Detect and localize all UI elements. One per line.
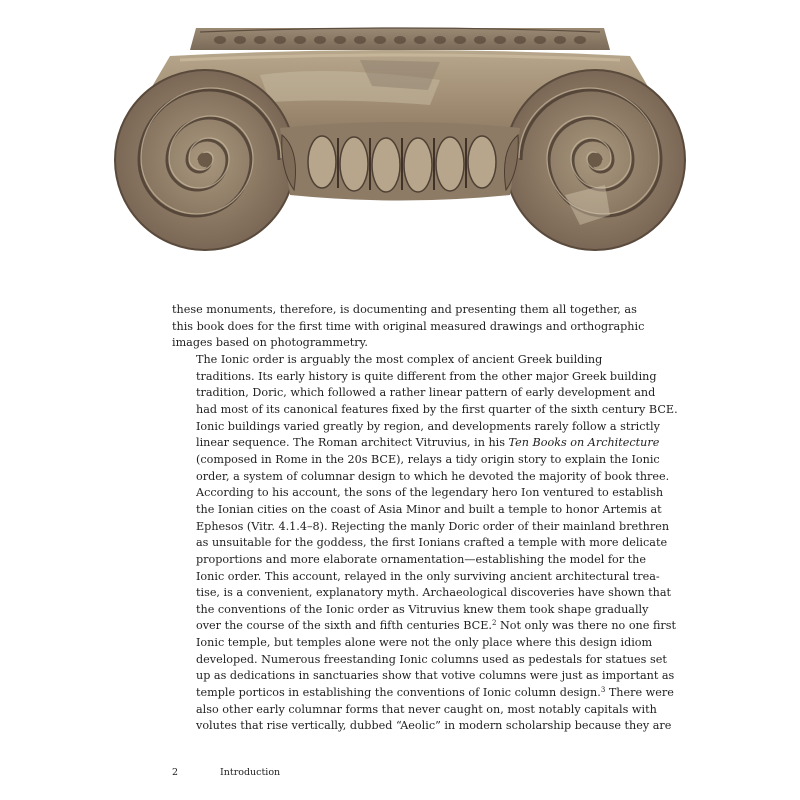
text-line — [172, 552, 647, 569]
text-segment: the conventions of the Ionic order as Vitruvius knew them took shape gradually — [196, 602, 649, 616]
text-line — [172, 668, 675, 685]
body-text — [172, 302, 678, 735]
text-segment: Ephesos (Vitr. 4.1.4–8). Rejecting the manly Doric order of their mainland brethren — [196, 519, 670, 533]
echinus-egg-and-dart — [280, 122, 520, 201]
text-line — [172, 569, 660, 586]
left-volute — [115, 70, 295, 250]
text-segment: up as dedications in sanctuaries show that votive columns were just as important as — [196, 669, 675, 683]
text-segment: proportions and more elaborate ornamentation—establishing the model for the — [196, 552, 647, 566]
text-segment: There were — [605, 686, 674, 700]
paragraph — [172, 352, 678, 735]
abacus-molding — [190, 28, 610, 50]
text-line — [172, 302, 637, 319]
text-segment: tise, is a convenient, explanatory myth. Archaeological discoveries have shown that — [196, 586, 671, 600]
text-segment: these monuments, therefore, is documenting and presenting them all together, as — [172, 303, 637, 316]
text-segment: as unsuitable for the goddess, the first Ionians crafted a temple with more delicate — [196, 536, 668, 550]
text-segment: this book does for the first time with original measured drawings and orthographic — [172, 319, 645, 333]
text-segment: Not only was there no one first — [496, 619, 676, 633]
text-line — [172, 435, 660, 452]
text-line — [172, 535, 668, 552]
text-line — [172, 319, 645, 336]
text-segment: tradition, Doric, which followed a rather linear pattern of early development and — [196, 386, 656, 400]
text-segment: According to his account, the sons of the legendary hero Ion ventured to establish — [196, 486, 664, 500]
text-segment: Ionic order. This account, relayed in the only surviving ancient architectural trea- — [196, 569, 660, 583]
right-volute — [505, 70, 685, 250]
text-segment: The Ionic order is arguably the most complex of ancient Greek building — [196, 352, 603, 366]
text-segment: over the course of the sixth and fifth centuries BCE. — [196, 619, 492, 633]
footnote-ref: 2 — [491, 619, 497, 628]
text-segment: traditions. Its early history is quite different from the other major Greek building — [196, 369, 657, 383]
ionic-capital-image — [110, 20, 690, 255]
text-segment: linear sequence. The Roman architect Vitruvius, in his — [196, 436, 509, 450]
section-title: Introduction — [220, 767, 281, 778]
text-line — [172, 419, 660, 436]
text-segment: order, a system of columnar design to which he devoted the majority of book three. — [196, 469, 670, 483]
text-segment: had most of its canonical features fixed by the first quarter of the sixth century BCE. — [196, 402, 678, 416]
text-line — [172, 369, 657, 386]
text-line — [172, 585, 671, 602]
text-line — [172, 385, 656, 402]
paragraph — [172, 302, 645, 352]
text-segment: the Ionian cities on the coast of Asia Minor and built a temple to honor Artemis at — [196, 502, 662, 516]
text-line — [172, 352, 630, 369]
text-line — [172, 469, 670, 486]
text-segment: temple porticos in establishing the conventions of Ionic column design. — [196, 686, 601, 700]
text-line — [172, 652, 667, 669]
text-segment: Ionic buildings varied greatly by region, and developments rarely follow a strictly — [196, 419, 660, 433]
text-line — [172, 702, 657, 719]
text-segment: also other early columnar forms that never caught on, most notably capitals with — [196, 702, 657, 716]
page-number: 2 — [172, 767, 179, 778]
text-line — [172, 502, 662, 519]
text-line — [172, 635, 653, 652]
text-segment: images based on photogrammetry. — [172, 336, 368, 350]
text-segment: (composed in Rome in the 20s BCE), relays a tidy origin story to explain the Ionic — [196, 452, 660, 466]
text-line — [172, 335, 630, 352]
text-line — [172, 685, 674, 702]
text-line — [172, 452, 660, 469]
text-segment: volutes that rise vertically, dubbed “Aeolic” in modern scholarship because they are — [196, 719, 672, 733]
text-line — [172, 485, 664, 502]
text-line — [172, 618, 676, 635]
running-footer — [172, 767, 280, 778]
text-segment: Ionic temple, but temples alone were not the only place where this design idiom — [196, 636, 653, 650]
text-line — [172, 718, 672, 735]
text-line — [172, 602, 649, 619]
footnote-ref: 3 — [600, 686, 606, 695]
text-line — [172, 519, 670, 536]
text-line — [172, 402, 678, 419]
text-segment: developed. Numerous freestanding Ionic columns used as pedestals for statues set — [196, 652, 667, 666]
italic-title: Ten Books on Architecture — [508, 436, 660, 450]
